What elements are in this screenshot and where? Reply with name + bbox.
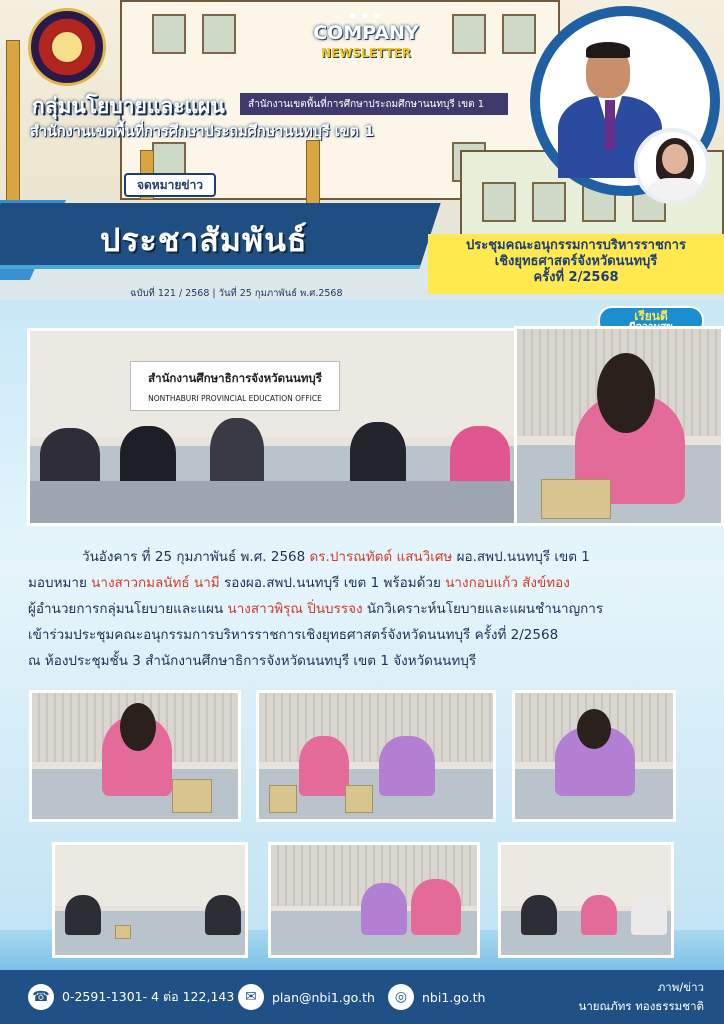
meeting-title-line: เชิงยุทธศาสตร์จังหวัดนนทบุรี bbox=[494, 254, 658, 269]
office-sign-en: NONTHABURI PROVINCIAL EDUCATION OFFICE bbox=[148, 394, 322, 403]
article-line: เข้าร่วมประชุมคณะอนุกรรมการบริหารราชการเชิงยุทธศาสตร์จังหวัดนนทบุรี ครั้งที่ 2/2568 bbox=[28, 627, 559, 643]
gallery-photo bbox=[29, 690, 241, 822]
article-line: ผู้อำนวยการกลุ่มนโยบายและแผน นางสาวพิรุณ ปิ่นบรรจง นักวิเคราะห์นโยบายและแผนชำนาญการ bbox=[28, 601, 604, 617]
slogan-line: เรียนดี bbox=[634, 309, 668, 323]
phone-icon: ☎ bbox=[28, 984, 54, 1010]
issue-info: ฉบับที่ 121 / 2568 | วันที่ 25 กุมภาพันธ์ พ.ศ.2568 bbox=[130, 288, 343, 299]
newsletter-badge: จดหมายข่าว bbox=[124, 173, 216, 197]
article-line: วันอังคาร ที่ 25 กุมภาพันธ์ พ.ศ. 2568 ดร.ปารณทัตต์ แสนวิเศษ ผอ.สพป.นนทบุรี เขต 1 bbox=[82, 549, 590, 565]
footer-email[interactable] bbox=[238, 984, 375, 1010]
gallery-photo bbox=[512, 690, 676, 822]
pr-title: ประชาสัมพันธ์ bbox=[100, 221, 308, 259]
article-line: มอบหมาย นางสาวกมลนัทธ์ นามี รองผอ.สพป.นนทบุรี เขต 1 พร้อมด้วย นางกอบแก้ว สังข์ทอง bbox=[28, 575, 570, 591]
credit-label: ภาพ/ข่าว bbox=[657, 980, 704, 994]
footer-phone bbox=[28, 984, 234, 1010]
name-highlight: นางสาวพิรุณ ปิ่นบรรจง bbox=[227, 601, 363, 617]
gallery-photo bbox=[268, 842, 480, 958]
name-highlight: ดร.ปารณทัตต์ แสนวิเศษ bbox=[309, 549, 453, 565]
window bbox=[482, 182, 516, 222]
article-line: ณ ห้องประชุมชั้น 3 สำนักงานศึกษาธิการจังหวัดนนทบุรี เขต 1 จังหวัดนนทบุรี bbox=[28, 653, 477, 669]
article-body bbox=[28, 544, 704, 674]
meeting-photo-main bbox=[27, 328, 517, 526]
company-name: COMPANY bbox=[313, 22, 419, 44]
staff-portrait bbox=[634, 128, 710, 204]
gold-pillar bbox=[6, 40, 20, 210]
gallery-photo bbox=[498, 842, 674, 958]
footer bbox=[0, 970, 724, 1024]
office-sign-th: สำนักงานศึกษาธิการจังหวัดนนทบุรี bbox=[148, 371, 322, 385]
meeting-photo-portrait bbox=[514, 326, 724, 526]
meeting-title-line: ครั้งที่ 2/2568 bbox=[533, 270, 619, 285]
company-newsletter-label bbox=[296, 7, 436, 60]
mail-icon: ✉ bbox=[238, 984, 264, 1010]
website-link[interactable]: nbi1.go.th bbox=[422, 989, 486, 1005]
window bbox=[532, 182, 566, 222]
name-highlight: นางกอบแก้ว สังข์ทอง bbox=[445, 575, 570, 591]
window bbox=[202, 14, 236, 54]
department-title: กลุ่มนโยบายและแผน bbox=[32, 94, 225, 118]
meeting-title-line: ประชุมคณะอนุกรรมการบริหารราชการ bbox=[466, 238, 686, 253]
meeting-title bbox=[436, 238, 716, 286]
footer-website[interactable] bbox=[388, 984, 485, 1010]
name-highlight: นางสาวกมลนัทธ์ นามี bbox=[91, 575, 220, 591]
office-sign bbox=[130, 361, 340, 411]
email-address[interactable]: plan@nbi1.go.th bbox=[272, 989, 375, 1005]
gallery-photo bbox=[52, 842, 248, 958]
header bbox=[0, 0, 724, 300]
phone-number: 0-2591-1301- 4 ต่อ 122,143 bbox=[62, 989, 235, 1004]
credit-name: นายณภัทร ทองธรรมชาติ bbox=[578, 999, 704, 1013]
photo-credit bbox=[578, 978, 704, 1016]
gallery-photo bbox=[256, 690, 496, 822]
office-title: สำนักงานเขตพื้นที่การศึกษาประถมศึกษานนทบุรี เขต 1 bbox=[30, 124, 375, 140]
window bbox=[152, 14, 186, 54]
window bbox=[452, 14, 486, 54]
globe-icon: ◎ bbox=[388, 984, 414, 1010]
gold-pillar bbox=[306, 140, 320, 210]
organization-seal-logo bbox=[28, 8, 106, 86]
dots: ••• bbox=[347, 7, 385, 26]
window bbox=[502, 14, 536, 54]
building-sign: สำนักงานเขตพื้นที่การศึกษาประถมศึกษานนทบุรี เขต 1 bbox=[240, 93, 508, 115]
newsletter-label: NEWSLETTER bbox=[320, 46, 412, 60]
